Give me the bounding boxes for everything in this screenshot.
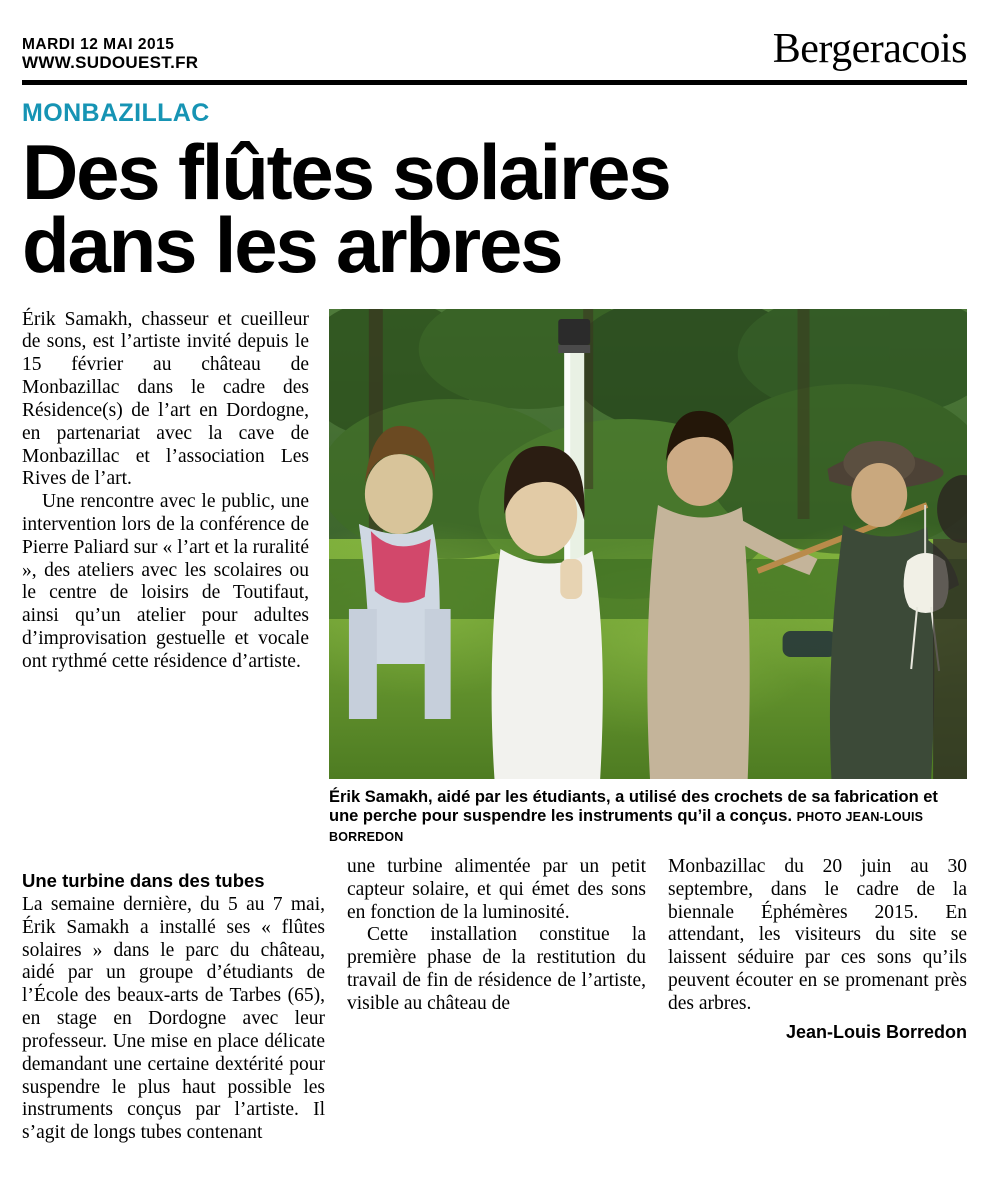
article-byline: Jean-Louis Borredon bbox=[785, 1021, 967, 1042]
lead-column bbox=[22, 309, 325, 846]
body-paragraph: Cette installation constitue la première phase de la restitution du travail de fin de résidence de l’artiste, visible au château de bbox=[347, 924, 646, 1014]
page-title bbox=[22, 128, 967, 290]
photo-illustration bbox=[329, 309, 967, 779]
publication-date: MARDI 12 MAI 2015 bbox=[22, 35, 175, 53]
article-lower-section bbox=[22, 856, 967, 1145]
section-title: Bergeracois bbox=[772, 26, 967, 72]
article-upper-section bbox=[22, 309, 967, 846]
article-subhead: Une turbine dans des tubes bbox=[22, 870, 265, 892]
photo-caption bbox=[329, 788, 967, 846]
article-kicker: MONBAZILLAC bbox=[22, 99, 210, 127]
photo-credit: PHOTO JEAN-LOUIS BORREDON bbox=[329, 810, 924, 844]
publication-website: WWW.SUDOUEST.FR bbox=[22, 52, 199, 72]
body-paragraph: La semaine dernière, du 5 au 7 mai, Érik Samakh a installé ses « flûtes solaires » dans le parc du château, aidé par un groupe d’étudiants de l’École des beaux-arts de Tarbes (65), en stage en Dordogne avec leur professeur. Une mise en place délicate demandant une certaine dextérité pour suspendre le plus haut possible les instruments conçus par l’artiste. Il s’agit de longs tubes contenant bbox=[22, 894, 325, 1144]
masthead-left bbox=[22, 36, 198, 72]
photo-column bbox=[325, 309, 967, 846]
headline-line-1: Des flûtes solaires bbox=[22, 128, 670, 216]
article-photo bbox=[329, 309, 967, 779]
masthead bbox=[22, 10, 967, 72]
headline-line-2: dans les arbres bbox=[22, 201, 562, 290]
photo-caption-text: Érik Samakh, aidé par les étudiants, a utilisé des crochets de sa fabrication et une perche pour suspendre les instruments qu’il a conçus. bbox=[329, 787, 938, 826]
body-column-middle bbox=[347, 856, 646, 1145]
masthead-divider bbox=[22, 80, 967, 85]
lead-paragraph: Une rencontre avec le public, une intervention lors de la conférence de Pierre Paliard sur « l’art et la ruralité », des ateliers avec les scolaires ou le centre de loisirs de Toutifaut, ainsi qu’un atelier pour adultes d’improvisation gestuelle et vocale ont rythmé cette résidence d’artiste. bbox=[22, 491, 309, 672]
lead-paragraph: Érik Samakh, chasseur et cueilleur de sons, est l’artiste invité depuis le 15 février au château de Monbazillac dans le cadre des Résidence(s) de l’art en Dordogne, en partenariat avec la cave de Monbazillac et l’association Les Rives de l’art. bbox=[22, 308, 309, 490]
body-paragraph: Monbazillac du 20 juin au 30 septembre, dans le cadre de la biennale Éphémères 2015. En attendant, les visiteurs du site se laissent séduire par ces sons qu’ils peuvent écouter en se promenant près des arbres. bbox=[668, 856, 967, 1014]
body-column-right bbox=[668, 856, 967, 1145]
body-paragraph: une turbine alimentée par un petit capteur solaire, et qui émet des sons en fonction de la luminosité. bbox=[347, 856, 646, 923]
body-column-left bbox=[22, 856, 325, 1145]
